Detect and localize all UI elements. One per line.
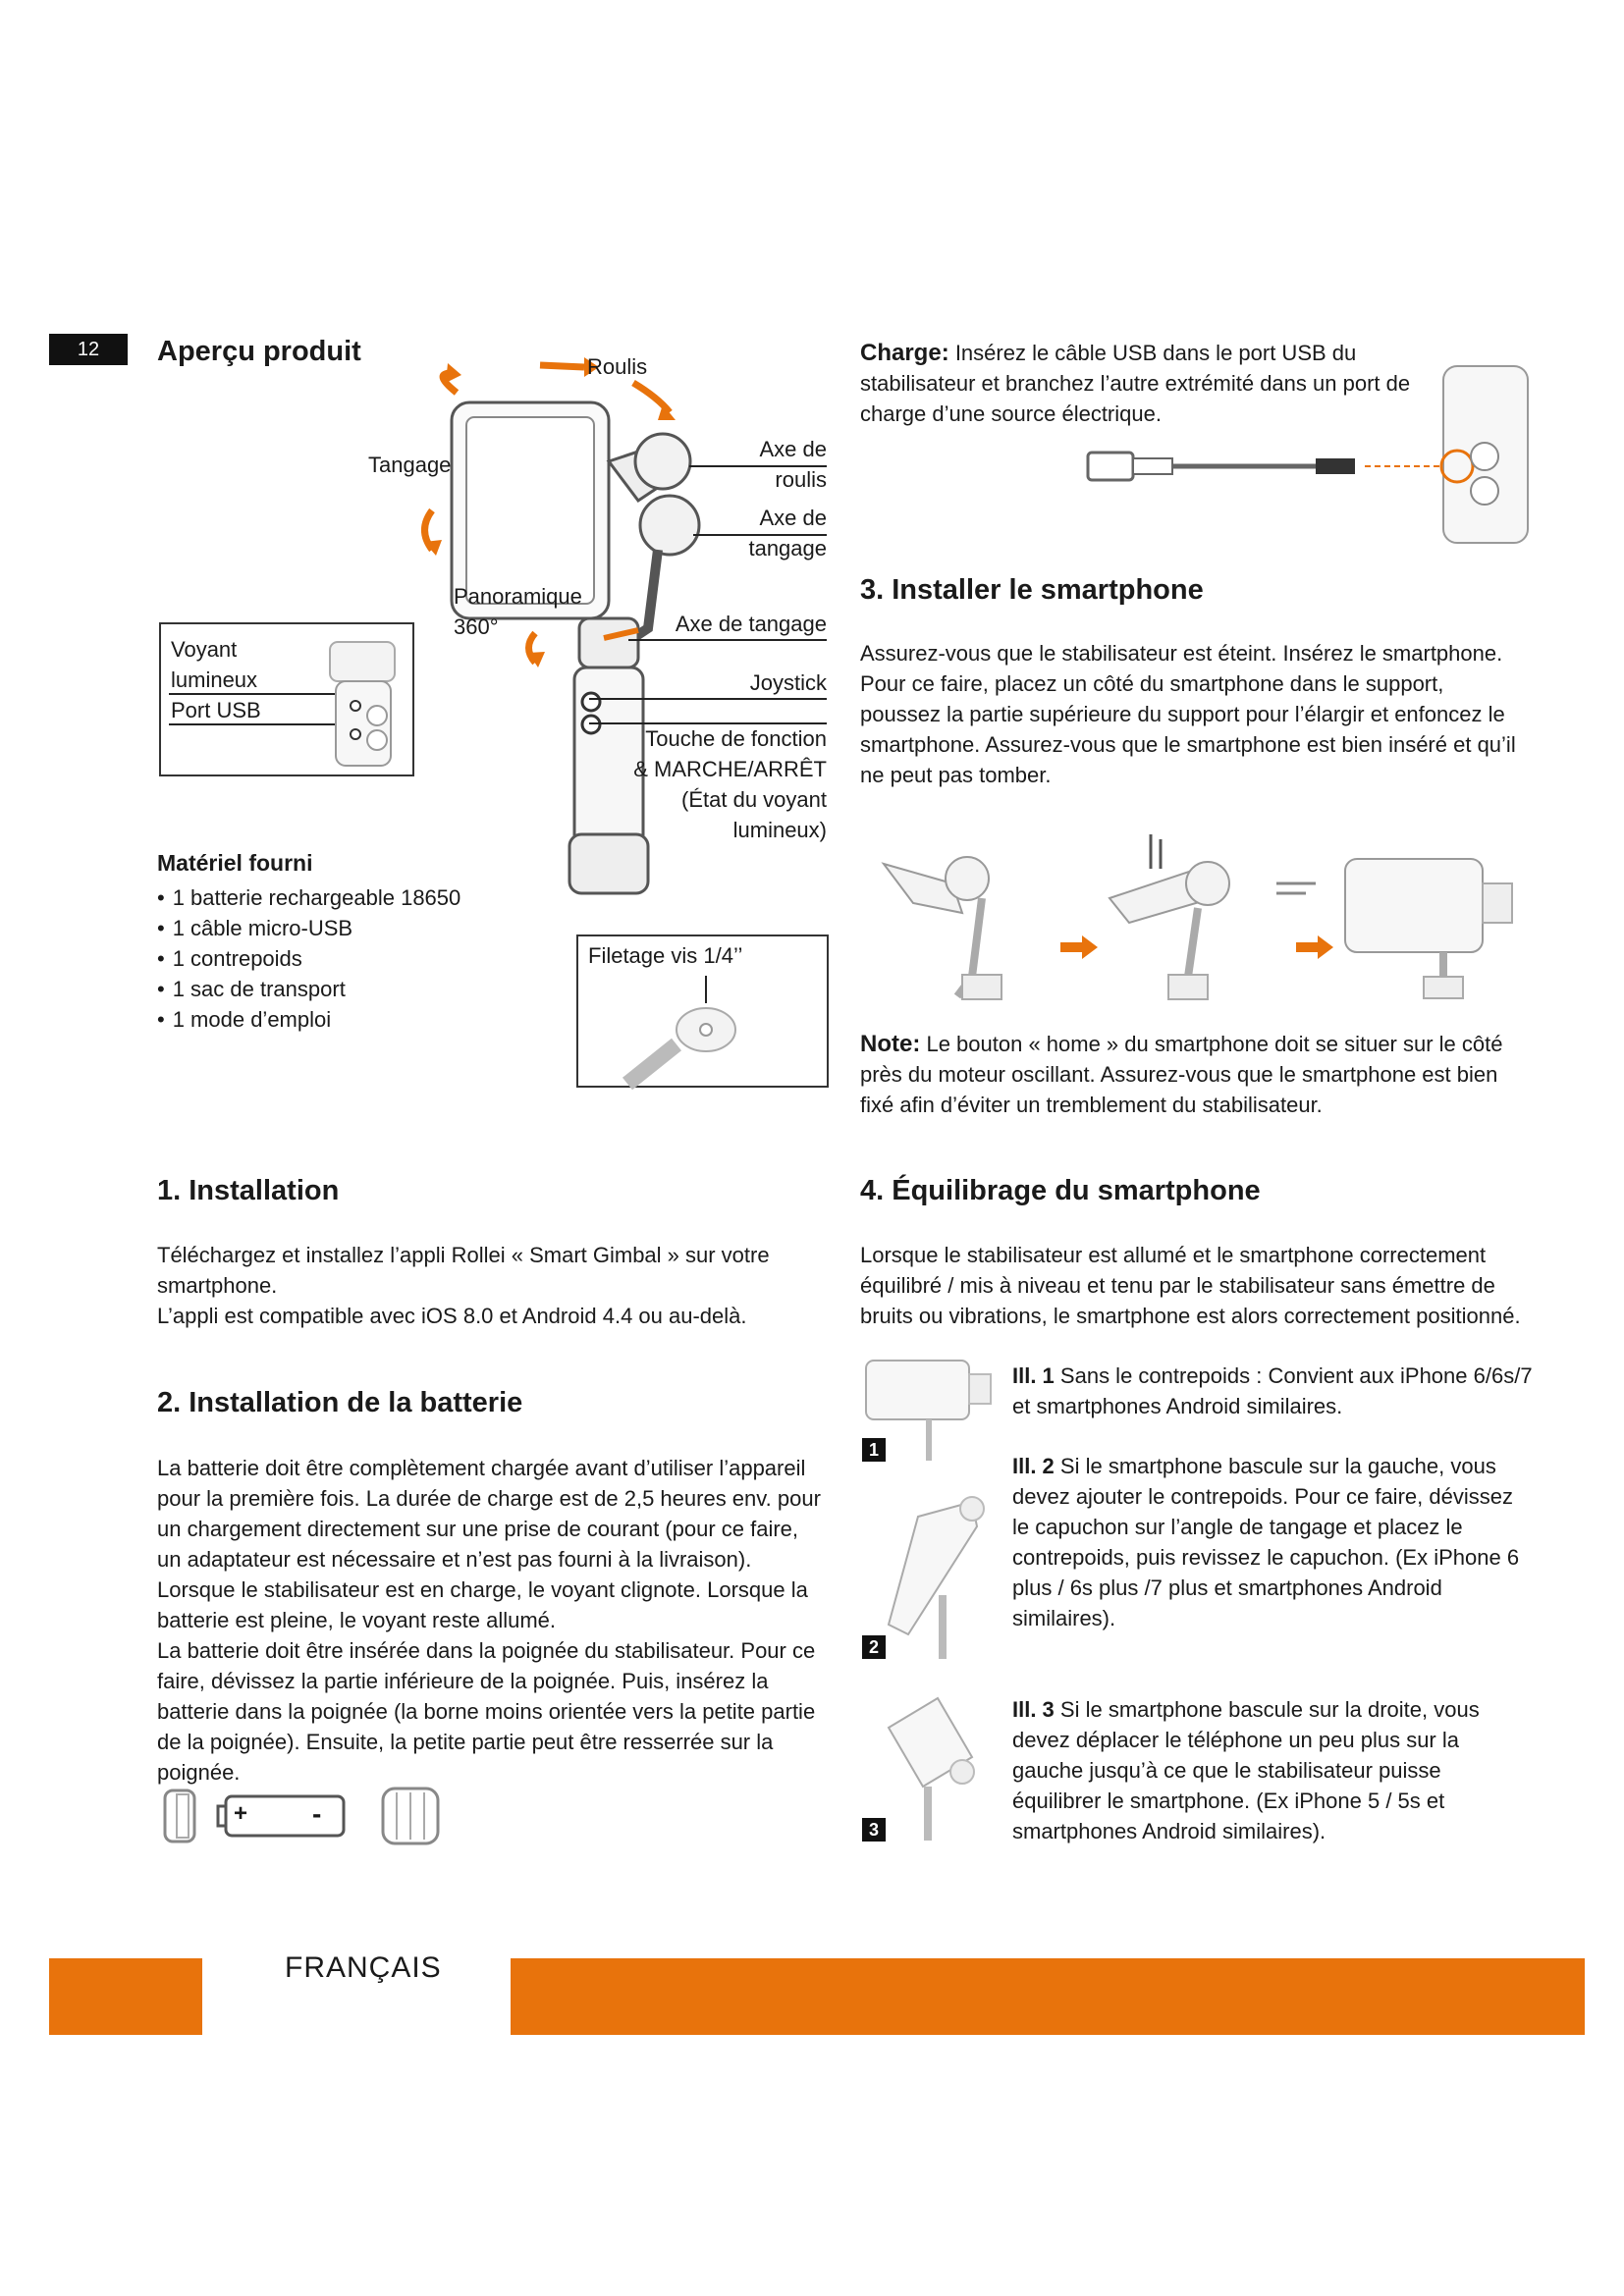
ill-3-badge: 3 <box>862 1818 886 1842</box>
battery-minus: - <box>312 1798 322 1829</box>
thread-inset <box>576 934 829 1088</box>
battery-plus: + <box>234 1800 248 1827</box>
installation-text-1: Téléchargez et installez l’appli Rollei « Smart Gimbal » sur votre smartphone. <box>157 1243 770 1298</box>
installation-text-2: L’appli est compatible avec iOS 8.0 et Android 4.4 ou au-delà. <box>157 1304 747 1328</box>
balance-intro: Lorsque le stabilisateur est allumé et le smartphone correctement équilibré / mis à niveau et tenu par le stabilisateur sans émettre de bruits ou vibrations, le smartphone est alors correctement positionné. <box>860 1243 1521 1328</box>
footer-bar-right <box>511 1958 1585 2035</box>
roll-arrow <box>540 365 584 367</box>
label-joystick: Joystick <box>749 670 827 695</box>
ill-2-badge: 2 <box>862 1635 886 1659</box>
supplied-list <box>157 882 460 1035</box>
note-paragraph <box>860 1029 1528 1120</box>
battery-title: 2. Installation de la batterie <box>157 1387 523 1418</box>
label-thread: Filetage vis 1/4’’ <box>588 943 743 968</box>
list-item: • 1 sac de transport <box>157 974 460 1004</box>
label-usb-port: Port USB <box>171 698 261 722</box>
note-text: Le bouton « home » du smartphone doit se situer sur le côté près du moteur oscillant. Assurez-vous que le smartphone est bien fixé afin d’éviter un tremblement du stabilisateur. <box>860 1032 1503 1117</box>
balance-title: 4. Équilibrage du smartphone <box>860 1175 1261 1206</box>
ill-2-image <box>879 1497 997 1664</box>
label-power-button: Touche de fonction & MARCHE/ARRÊT (État du voyant lumineux) <box>633 726 827 842</box>
ill-1-badge: 1 <box>862 1438 886 1462</box>
ill-1-label: Ill. 1 <box>1012 1363 1055 1388</box>
label-tilt-axis-top: Axe de tangage <box>748 506 827 561</box>
list-item: • 1 câble micro-USB <box>157 913 460 943</box>
install-phone-text: Assurez-vous que le stabilisateur est éteint. Insérez le smartphone. Pour ce faire, placez un côté du smartphone dans le support, poussez la partie supérieure du support pour l’élargir et enfoncez le smartphone. Assurez-vous que le smartphone est bien inséré et qu’il ne peut pas tomber. <box>860 641 1516 787</box>
note-label: Note: <box>860 1031 921 1057</box>
ill-2-text: Ill. 2 Si le smartphone bascule sur la gauche, vous devez ajouter le contrepoids. Pour ce faire, dévissez le capuchon sur l’angle de tangage et placez le contrepoids, puis revissez le capuchon. (Ex iPhone 6 plus / 6s plus /7 plus et smartphones Android similaires). <box>1012 1454 1520 1630</box>
list-item: • 1 contrepoids <box>157 943 460 974</box>
thread-detail <box>618 976 794 1084</box>
label-pan: Panoramique 360° <box>454 584 582 639</box>
ill-2-label: Ill. 2 <box>1012 1454 1055 1478</box>
supplied-title: Matériel fourni <box>157 850 313 876</box>
footer-bar-left <box>49 1958 202 2035</box>
phone-install-illustration <box>864 829 1532 1001</box>
ill-3-text: Ill. 3 Si le smartphone bascule sur la droite, vous devez déplacer le téléphone un peu plus sur la gauche jusqu’à ce que le stabilisateur puisse équilibrer le smartphone. (Ex iPhone 5 / 5s et smartphones Android similaires). <box>1012 1697 1480 1843</box>
install-phone-title: 3. Installer le smartphone <box>860 574 1204 606</box>
label-roll-axis: Axe de roulis <box>759 437 827 492</box>
roll-motor <box>635 434 690 489</box>
battery-text-1: La batterie doit être complètement chargée avant d’utiliser l’appareil pour la première fois. La durée de charge est de 2,5 heures env. pour un chargement directement sur une prise de courant (pour ce faire, un adaptateur est nécessaire et n’est pas fourni à la livraison). Lorsque le stabilisateur est en charge, le voyant clignote. Lorsque la batterie est pleine, le voyant reste allumé. <box>157 1456 821 1632</box>
installation-title: 1. Installation <box>157 1175 340 1206</box>
charge-text: Insérez le câble USB dans le port USB du stabilisateur et branchez l’autre extrémité dans un port de charge d’une source électrique. <box>860 341 1411 426</box>
footer-language: FRANÇAIS <box>285 1951 442 1984</box>
ill-3-label: Ill. 3 <box>1012 1697 1055 1722</box>
ill-3-image <box>879 1688 987 1845</box>
overview-title: Aperçu produit <box>157 336 361 367</box>
usb-cable-illustration <box>1080 358 1532 555</box>
battery-illustration <box>157 1785 452 1847</box>
list-item: • 1 mode d’emploi <box>157 1004 460 1035</box>
battery-text-2: La batterie doit être insérée dans la poignée du stabilisateur. Pour ce faire, dévissez la partie inférieure de la poignée. Puis, insérez la batterie dans la poignée (la borne moins orientée vers la petite partie de la poignée). Ensuite, la petite partie peut être resserrée sur la poignée. <box>157 1638 816 1785</box>
list-item: • 1 batterie rechargeable 18650 <box>157 882 460 913</box>
charge-label: Charge: <box>860 340 949 366</box>
ill-1-text: Ill. 1 Sans le contrepoids : Convient aux iPhone 6/6s/7 et smartphones Android similaires. <box>1012 1363 1533 1418</box>
label-roll: Roulis <box>587 354 648 379</box>
label-tilt-axis: Axe de tangage <box>675 612 827 636</box>
indicator-inset <box>159 622 414 776</box>
handle-detail <box>318 632 406 770</box>
label-indicator: Voyant lumineux <box>171 637 258 692</box>
page-number: 12 <box>49 334 128 365</box>
label-tilt: Tangage <box>368 453 452 477</box>
